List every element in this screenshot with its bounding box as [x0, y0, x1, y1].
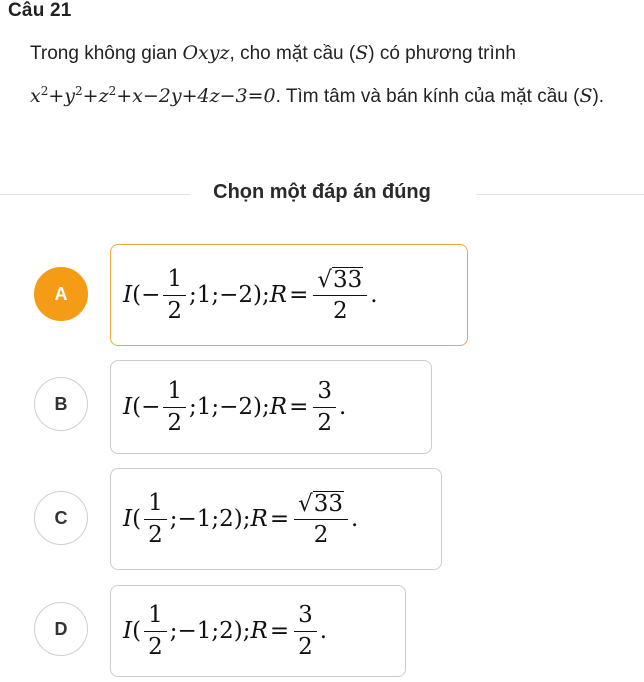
choose-answer-prompt: Chọn một đáp án đúng: [213, 181, 431, 203]
prompt-row: [0, 171, 644, 211]
option-c-radius: √ 33 2: [294, 491, 348, 547]
sphere-symbol-2: S: [579, 85, 593, 107]
question-title: Câu 21: [8, 0, 72, 21]
option-c-letter[interactable]: C: [34, 491, 88, 545]
option-a-fraction: $\frac{1}{2}$: [163, 267, 186, 322]
option-d-letter[interactable]: D: [34, 602, 88, 656]
option-c-box[interactable]: I ( $\frac{1}{2}$ ;−1;2); R = √ 33 2 .: [110, 468, 442, 570]
option-b-fraction: $\frac{1}{2}$: [163, 379, 186, 434]
option-c-fraction: $\frac{1}{2}$: [144, 491, 167, 546]
option-b-radius: $\frac{3}{2}$: [313, 379, 336, 434]
question-text: Trong không gian Oxyz, cho mặt cầu (S) có phương trình $x^2+y^2+z^2+x-2y+4z-3=0$. Tìm tâm và bán kính của mặt cầu (S).: [30, 42, 605, 107]
option-d-box[interactable]: I ( $\frac{1}{2}$ ;−1;2); R = $\frac{3}{2}$ .: [110, 585, 406, 677]
sphere-symbol: S: [355, 42, 369, 64]
space-symbol: Oxyz: [182, 42, 230, 64]
sphere-equation: $x^2+y^2+z^2+x-2y+4z-3=0$: [30, 84, 276, 107]
option-d-radius: $\frac{3}{2}$: [294, 603, 317, 658]
option-a-letter[interactable]: A: [34, 267, 88, 321]
divider-right: [476, 194, 644, 195]
option-b-letter[interactable]: B: [34, 377, 88, 431]
option-b-box[interactable]: I (− $\frac{1}{2}$ ;1;−2); R = $\frac{3}{2}$ .: [110, 360, 432, 454]
option-d-fraction: $\frac{1}{2}$: [144, 603, 167, 658]
option-a-radius: √ 33 2: [313, 267, 367, 323]
option-a-box[interactable]: I (− $\frac{1}{2}$ ;1;−2); R = √ 33 2 .: [110, 244, 468, 346]
